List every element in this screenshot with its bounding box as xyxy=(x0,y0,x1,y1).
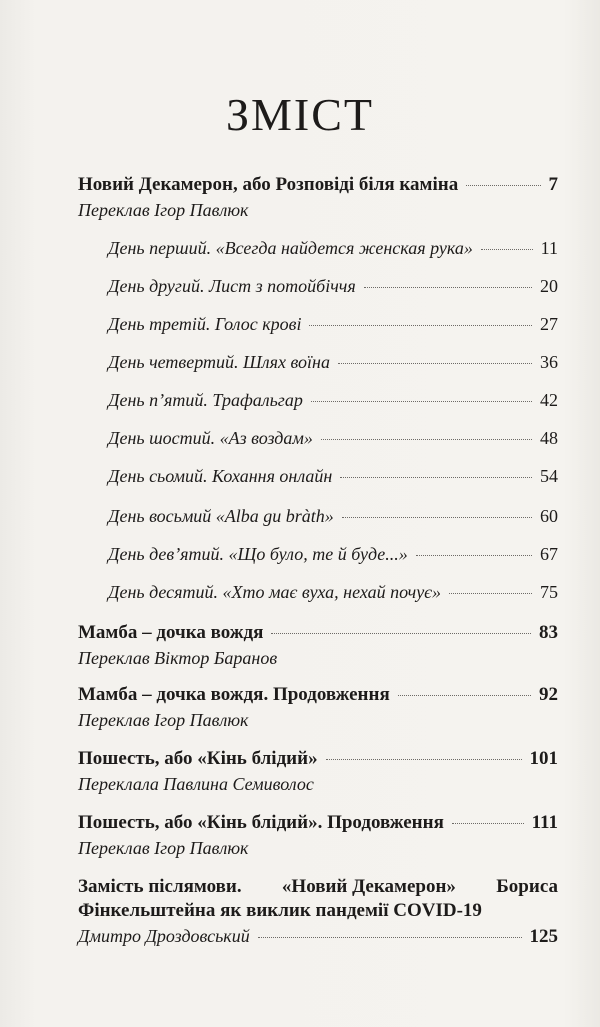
toc-subentry-page: 54 xyxy=(540,466,558,486)
dot-leader xyxy=(364,287,532,288)
toc-entry-page: 83 xyxy=(539,622,558,643)
toc-subentry-title: День десятий. «Хто має вуха, нехай почує» xyxy=(108,582,442,602)
afterword-title-part: Бориса xyxy=(496,876,558,897)
toc-entry-translator: Переклав Ігор Павлюк xyxy=(78,710,249,730)
toc-subentry-page: 42 xyxy=(540,390,558,410)
toc-subentry-page: 75 xyxy=(540,582,558,602)
toc-subentry-page: 60 xyxy=(540,506,558,526)
toc-subentry-title: День сьомий. Кохання онлайн xyxy=(108,466,333,486)
dot-leader xyxy=(326,759,522,760)
toc-subentry[interactable] xyxy=(108,238,558,259)
toc-subentry-title: День четвертий. Шлях воїна xyxy=(108,352,330,372)
toc-subentry-title: День п’ятий. Трафальгар xyxy=(108,390,303,410)
dot-leader xyxy=(452,823,524,824)
toc-subentry-title: День третій. Голос крові xyxy=(108,314,302,334)
toc-entry-translator: Переклав Ігор Павлюк xyxy=(78,200,249,220)
afterword-title-line-1[interactable] xyxy=(78,876,558,898)
toc-subentry[interactable] xyxy=(108,352,558,373)
toc-entry-title: Пошесть, або «Кінь блідий» xyxy=(78,748,318,769)
toc-entry[interactable] xyxy=(78,684,558,706)
dot-leader xyxy=(449,593,532,594)
afterword-title-line-2: Фінкельштейна як виклик пандемії COVID-19 xyxy=(78,900,482,921)
afterword-author: Дмитро Дроздовський xyxy=(78,926,250,946)
dot-leader xyxy=(311,401,532,402)
afterword-page: 125 xyxy=(529,926,558,947)
toc-entry[interactable] xyxy=(78,812,558,834)
afterword-author-row[interactable] xyxy=(78,926,558,948)
toc-entry-translator: Переклала Павлина Семиволос xyxy=(78,774,314,794)
toc-entry[interactable] xyxy=(78,622,558,644)
page-title: ЗМІСТ xyxy=(225,89,375,140)
toc-entry-translator: Переклав Віктор Баранов xyxy=(78,648,278,668)
toc-entry[interactable] xyxy=(78,748,558,770)
toc-subentry-page: 67 xyxy=(540,544,558,564)
dot-leader xyxy=(340,477,532,478)
toc-subentry[interactable] xyxy=(108,314,558,335)
dot-leader xyxy=(481,249,533,250)
toc-subentry[interactable] xyxy=(108,428,558,449)
toc-subentry[interactable] xyxy=(108,582,558,603)
toc-subentry[interactable] xyxy=(108,544,558,565)
toc-subentry-page: 20 xyxy=(540,276,558,296)
toc-entry-page: 92 xyxy=(539,684,558,705)
toc-entry-title: Новий Декамерон, або Розповіді біля каміна xyxy=(78,174,459,195)
toc-subentry[interactable] xyxy=(108,466,558,487)
toc-subentry-page: 27 xyxy=(540,314,558,334)
afterword-title-part: «Новий Декамерон» xyxy=(281,876,456,897)
toc-entry-page: 111 xyxy=(531,812,558,833)
toc-entry-title: Мамба – дочка вождя xyxy=(78,622,264,643)
toc-entry[interactable] xyxy=(78,174,558,196)
dot-leader xyxy=(466,185,540,186)
dot-leader xyxy=(342,517,532,518)
afterword-title-part: Замість післямови. xyxy=(78,876,242,897)
toc-entry-title: Пошесть, або «Кінь блідий». Продовження xyxy=(78,812,444,833)
dot-leader xyxy=(416,555,532,556)
toc-subentry-title: День восьмий «Alba gu bràth» xyxy=(108,506,334,526)
toc-entry-translator: Переклав Ігор Павлюк xyxy=(78,838,249,858)
toc-subentry[interactable] xyxy=(108,506,558,527)
toc-subentry-title: День шостий. «Аз воздам» xyxy=(108,428,313,448)
toc-subentry[interactable] xyxy=(108,276,558,297)
dot-leader xyxy=(258,937,522,938)
toc-subentry[interactable] xyxy=(108,390,558,411)
toc-subentry-page: 48 xyxy=(540,428,558,448)
toc-subentry-title: День другий. Лист з потойбіччя xyxy=(108,276,356,296)
dot-leader xyxy=(309,325,532,326)
toc-subentry-title: День перший. «Всегда найдется женская рука» xyxy=(108,238,473,258)
toc-subentry-page: 36 xyxy=(540,352,558,372)
toc-entry-title: Мамба – дочка вождя. Продовження xyxy=(78,684,390,705)
dot-leader xyxy=(338,363,532,364)
toc-entry-page: 7 xyxy=(548,174,558,195)
dot-leader xyxy=(321,439,532,440)
toc-subentry-page: 11 xyxy=(540,238,558,258)
toc-entry-page: 101 xyxy=(529,748,558,769)
toc-subentry-title: День дев’ятий. «Що було, те й буде...» xyxy=(108,544,408,564)
dot-leader xyxy=(398,695,531,696)
dot-leader xyxy=(271,633,531,634)
